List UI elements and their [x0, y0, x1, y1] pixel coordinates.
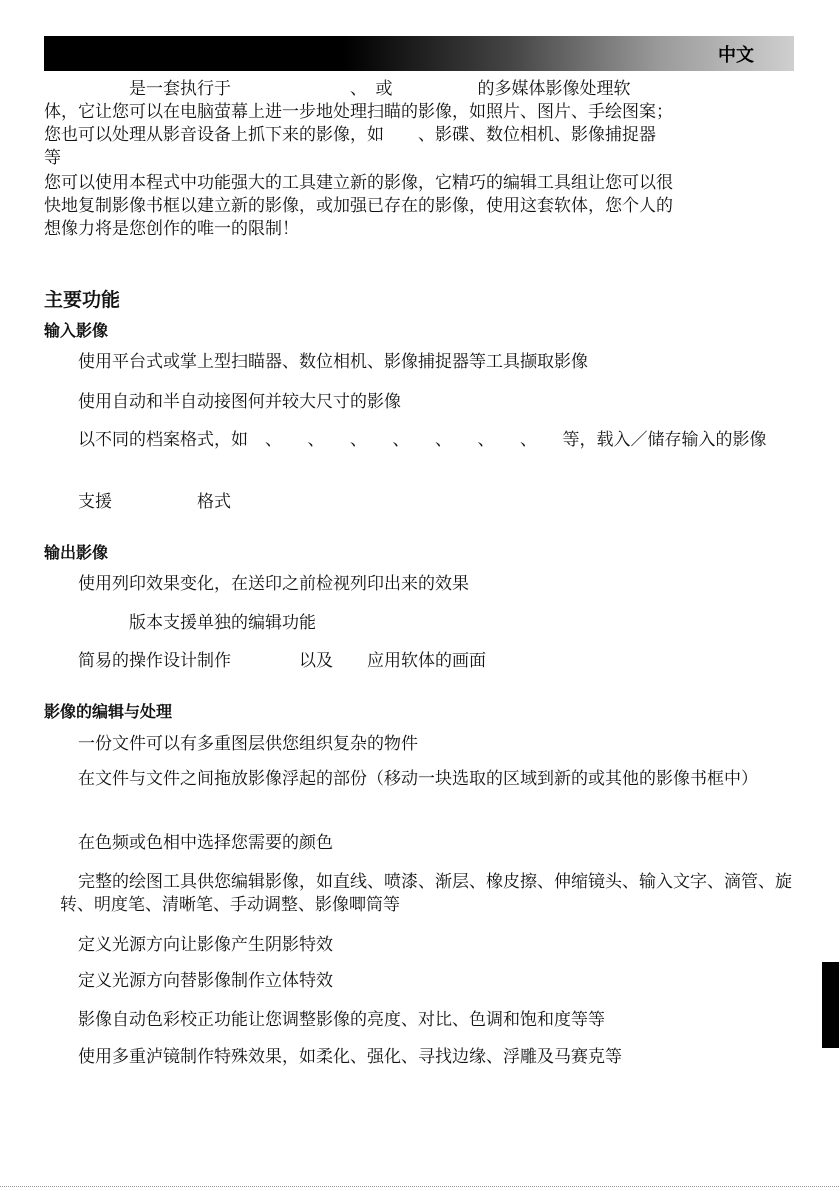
section-title-editing: 影像的编辑与处理 — [44, 702, 173, 721]
intro-line: 体，它让您可以在电脑萤幕上进一步地处理扫瞄的影像，如照片、图片、手绘图案； — [44, 102, 673, 122]
intro-line: 等 — [44, 148, 61, 168]
feature-item: 使用多重泸镜制作特殊效果，如柔化、强化、寻找边缘、浮雕及马赛克等 — [78, 1047, 622, 1067]
feature-item: 使用自动和半自动接图何并较大尺寸的影像 — [78, 392, 401, 412]
feature-item: 使用列印效果变化，在送印之前检视列印出来的效果 — [78, 574, 469, 594]
page-edge-rule — [0, 1186, 839, 1187]
feature-item: 使用平台式或掌上型扫瞄器、数位相机、影像捕捉器等工具撷取影像 — [78, 352, 588, 372]
feature-item: 一份文件可以有多重图层供您组织复杂的物件 — [78, 734, 418, 754]
side-thumb-tab — [822, 962, 839, 1048]
section-title-input: 输入影像 — [44, 321, 109, 340]
feature-item: 简易的操作设计制作 以及 应用软体的画面 — [78, 651, 486, 671]
intro-line: 是一套执行于 、 或 的多媒体影像处理软 — [44, 79, 631, 99]
feature-item: 定义光源方向替影像制作立体特效 — [78, 971, 333, 991]
language-label: 中文 — [718, 45, 754, 66]
intro-line: 想像力将是您创作的唯一的限制！ — [44, 219, 299, 239]
feature-item: 版本支援单独的编辑功能 — [78, 613, 316, 633]
feature-item: 完整的绘图工具供您编辑影像，如直线、喷漆、渐层、橡皮擦、伸缩镜头、输入文字、滴管、旋转、明度笔、清晰笔、手动调整、影像唧筒等 — [60, 872, 792, 915]
feature-item: 定义光源方向让影像产生阴影特效 — [78, 935, 333, 955]
header-bar — [44, 36, 794, 71]
intro-paragraph — [44, 78, 796, 241]
feature-item: 影像自动色彩校正功能让您调整影像的亮度、对比、色调和饱和度等等 — [78, 1010, 605, 1030]
intro-line: 您可以使用本程式中功能强大的工具建立新的影像，它精巧的编辑工具组让您可以很 — [44, 173, 673, 193]
intro-line: 您也可以处理从影音设备上抓下来的影像，如 、影碟、数位相机、影像捕捉器 — [44, 125, 656, 145]
section-title-output: 输出影像 — [44, 543, 109, 562]
feature-item: 支援 格式 — [78, 492, 231, 512]
feature-item: 在色频或色相中选择您需要的颜色 — [78, 833, 333, 853]
main-features-title: 主要功能 — [44, 289, 121, 311]
feature-item: 在文件与文件之间拖放影像浮起的部份（移动一块选取的区域到新的或其他的影像书框中） — [78, 769, 758, 789]
feature-item: 以不同的档案格式，如 、 、 、 、 、 、 、 等，载入／储存输入的影像 — [78, 430, 767, 450]
intro-line: 快地复制影像书框以建立新的影像，或加强已存在的影像，使用这套软体，您个人的 — [44, 196, 673, 216]
